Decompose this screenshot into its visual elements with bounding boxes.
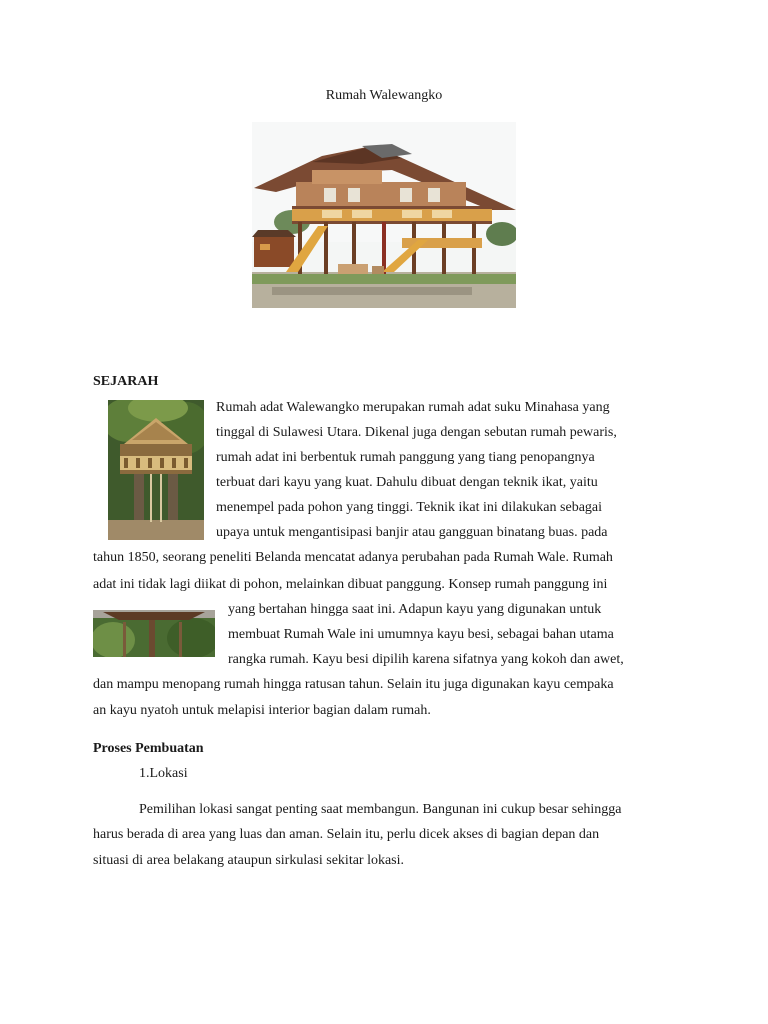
sejarah-text-line: Rumah adat Walewangko merupakan rumah adat suku Minahasa yang [216,400,610,415]
sejarah-text-line: rumah adat ini berbentuk rumah panggung yang tiang penopangnya [216,450,595,465]
walewangko-house-photo [252,122,516,308]
sejarah-heading: SEJARAH [93,374,159,389]
sejarah-text-line: tahun 1850, seorang peneliti Belanda mencatat adanya perubahan pada Rumah Wale. Rumah [93,550,613,565]
sejarah-text-line: upaya untuk mengantisipasi banjir atau gangguan binatang buas. pada [216,525,608,540]
sejarah-text-line: menempel pada pohon yang tinggi. Teknik ikat ini dilakukan sebagai [216,500,603,515]
lokasi-subheading: 1.Lokasi [139,766,188,781]
sejarah-text-line: yang bertahan hingga saat ini. Adapun kayu yang digunakan untuk [228,602,602,617]
sejarah-text-line: tinggal di Sulawesi Utara. Dikenal juga dengan sebutan rumah pewaris, [216,425,617,440]
proses-text-line: harus berada di area yang luas dan aman. Selain itu, perlu dicek akses di bagian depan dan [93,827,600,842]
sejarah-text-line: adat ini tidak lagi diikat di pohon, melainkan dibuat panggung. Konsep rumah panggung ini [93,577,608,592]
document-title: Rumah Walewangko [325,88,443,103]
treehouse-photo [108,400,204,540]
house-frame-photo [93,610,215,657]
sejarah-text-line: terbuat dari kayu yang kuat. Dahulu dibuat dengan teknik ikat, yaitu [216,475,598,490]
proses-heading: Proses Pembuatan [93,741,204,756]
sejarah-text-line: rangka rumah. Kayu besi dipilih karena sifatnya yang kokoh dan awet, [228,652,624,667]
proses-text-line: Pemilihan lokasi sangat penting saat membangun. Bangunan ini cukup besar sehingga [139,802,622,817]
sejarah-text-line: membuat Rumah Wale ini umumnya kayu besi, sebagai bahan utama [228,627,614,642]
sejarah-text-line: an kayu nyatoh untuk melapisi interior bagian dalam rumah. [93,703,431,718]
sejarah-text-line: dan mampu menopang rumah hingga ratusan tahun. Selain itu juga digunakan kayu cempaka [93,677,614,692]
proses-text-line: situasi di area belakang ataupun sirkulasi sekitar lokasi. [93,853,405,868]
